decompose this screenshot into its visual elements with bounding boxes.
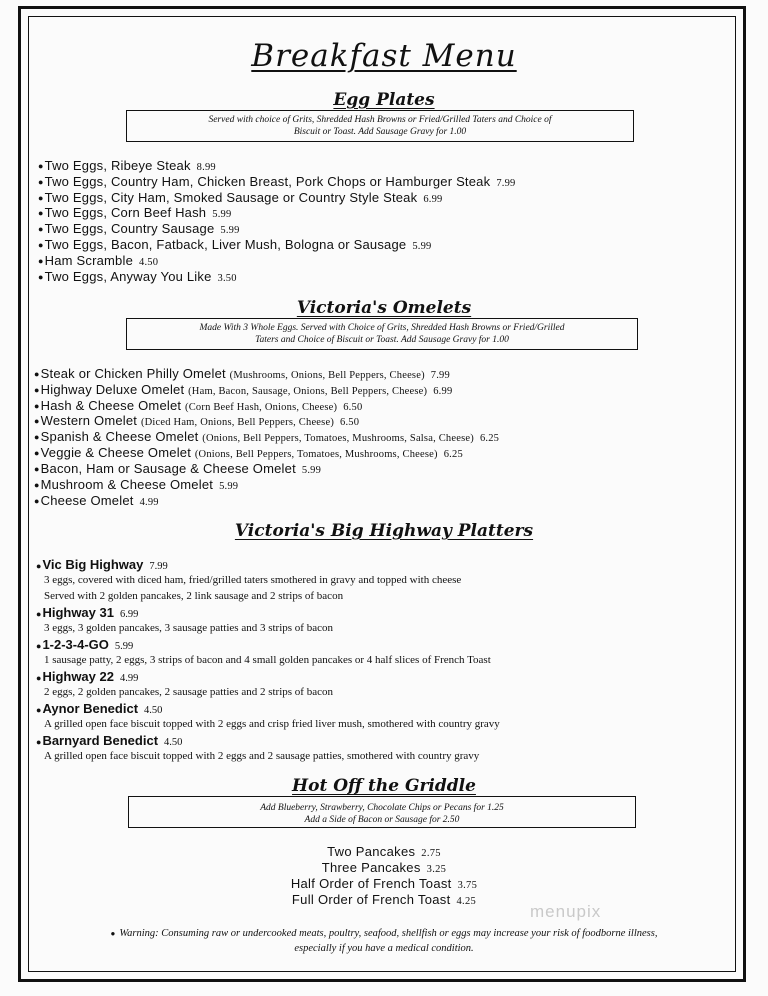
platter-desc: A grilled open face biscuit topped with 2 eggs and 2 sausage patties, smothered with country gravy xyxy=(44,750,480,762)
platter-name: ●1-2-3-4-GO 5.99 xyxy=(36,637,134,652)
platter-name: ●Vic Big Highway 7.99 xyxy=(36,557,168,572)
griddle-item: Three Pancakes 3.25 xyxy=(321,860,447,875)
platter-name: ●Highway 22 4.99 xyxy=(36,669,139,684)
egg-plates-heading: Egg Plates xyxy=(333,90,435,110)
watermark: menupix xyxy=(530,902,602,921)
platter-desc: 2 eggs, 2 golden pancakes, 2 sausage patties and 2 strips of bacon xyxy=(44,686,333,698)
egg-plates-note-line2: Biscuit or Toast. Add Sausage Gravy for 1.00 xyxy=(293,127,467,137)
omelet-item: ●Western Omelet (Diced Ham, Onions, Bell Peppers, Cheese) 6.50 xyxy=(34,413,360,428)
platters-heading: Victoria's Big Highway Platters xyxy=(234,521,534,541)
warning-line1: ● Warning: Consuming raw or undercooked meats, poultry, seafood, shellfish or eggs may increase your risk of foodborne illness, xyxy=(110,928,658,939)
platter-name: ●Aynor Benedict 4.50 xyxy=(36,701,163,716)
warning-line2: especially if you have a medical condition. xyxy=(294,943,474,954)
warning-note xyxy=(30,926,738,956)
egg-plate-item: ●Two Eggs, Country Sausage 5.99 xyxy=(38,221,240,236)
griddle-note xyxy=(128,796,636,828)
platter-desc: 3 eggs, covered with diced ham, fried/grilled taters smothered in gravy and topped with cheese xyxy=(44,574,462,586)
platter-desc: 1 sausage patty, 2 eggs, 3 strips of bacon and 4 small golden pancakes or 4 half slices of French Toast xyxy=(44,654,491,666)
omelets-note-line2: Taters and Choice of Biscuit or Toast. Add Sausage Gravy for 1.00 xyxy=(255,335,509,345)
griddle-note-line1: Add Blueberry, Strawberry, Chocolate Chips or Pecans for 1.25 xyxy=(260,803,504,813)
egg-plate-item: ●Two Eggs, Anyway You Like 3.50 xyxy=(38,269,237,284)
omelet-item: ●Hash & Cheese Omelet (Corn Beef Hash, Onions, Cheese) 6.50 xyxy=(34,398,363,413)
egg-plate-item: ●Two Eggs, Bacon, Fatback, Liver Mush, Bologna or Sausage 5.99 xyxy=(38,237,432,252)
platter-name: ●Highway 31 6.99 xyxy=(36,605,139,620)
omelet-item: ●Veggie & Cheese Omelet (Onions, Bell Peppers, Tomatoes, Mushrooms, Cheese) 6.25 xyxy=(34,445,463,460)
egg-plate-item: ●Two Eggs, Country Ham, Chicken Breast, Pork Chops or Hamburger Steak 7.99 xyxy=(38,174,516,189)
egg-plate-item: ●Two Eggs, Corn Beef Hash 5.99 xyxy=(38,205,232,220)
omelet-item: ●Cheese Omelet 4.99 xyxy=(34,493,159,508)
egg-plate-item: ●Ham Scramble 4.50 xyxy=(38,253,159,268)
griddle-item: Two Pancakes 2.75 xyxy=(327,844,441,859)
egg-plates-note xyxy=(126,110,634,142)
egg-plate-item: ●Two Eggs, City Ham, Smoked Sausage or Country Style Steak 6.99 xyxy=(38,190,443,205)
platter-desc: 3 eggs, 3 golden pancakes, 3 sausage patties and 3 strips of bacon xyxy=(44,622,333,634)
egg-plate-item: ●Two Eggs, Ribeye Steak 8.99 xyxy=(38,158,216,173)
griddle-item: Half Order of French Toast 3.75 xyxy=(290,876,478,891)
omelet-item: ●Bacon, Ham or Sausage & Cheese Omelet 5.99 xyxy=(34,461,322,476)
egg-plates-note-line1: Served with choice of Grits, Shredded Hash Browns or Fried/Grilled Taters and Choice of xyxy=(208,115,552,125)
platter-desc: Served with 2 golden pancakes, 2 link sausage and 2 strips of bacon xyxy=(44,590,344,602)
omelet-item: ●Steak or Chicken Philly Omelet (Mushrooms, Onions, Bell Peppers, Cheese) 7.99 xyxy=(34,366,450,381)
omelets-note xyxy=(126,318,638,350)
menu-title: Breakfast Menu xyxy=(251,38,517,74)
omelets-heading: Victoria's Omelets xyxy=(296,298,472,318)
omelet-item: ●Highway Deluxe Omelet (Ham, Bacon, Sausage, Onions, Bell Peppers, Cheese) 6.99 xyxy=(34,382,453,397)
platter-desc: A grilled open face biscuit topped with 2 eggs and crisp fried liver mush, smothered with country gravy xyxy=(44,718,500,730)
griddle-heading: Hot Off the Griddle xyxy=(292,776,476,796)
griddle-item: Full Order of French Toast 4.25 xyxy=(291,892,477,907)
omelet-item: ●Spanish & Cheese Omelet (Onions, Bell Peppers, Tomatoes, Mushrooms, Salsa, Cheese) 6.25 xyxy=(34,429,500,444)
omelets-note-line1: Made With 3 Whole Eggs. Served with Choice of Grits, Shredded Hash Browns or Fried/Grilled xyxy=(199,323,565,333)
griddle-note-line2: Add a Side of Bacon or Sausage for 2.50 xyxy=(304,815,460,825)
omelet-item: ●Mushroom & Cheese Omelet 5.99 xyxy=(34,477,239,492)
platter-name: ●Barnyard Benedict 4.50 xyxy=(36,733,183,748)
